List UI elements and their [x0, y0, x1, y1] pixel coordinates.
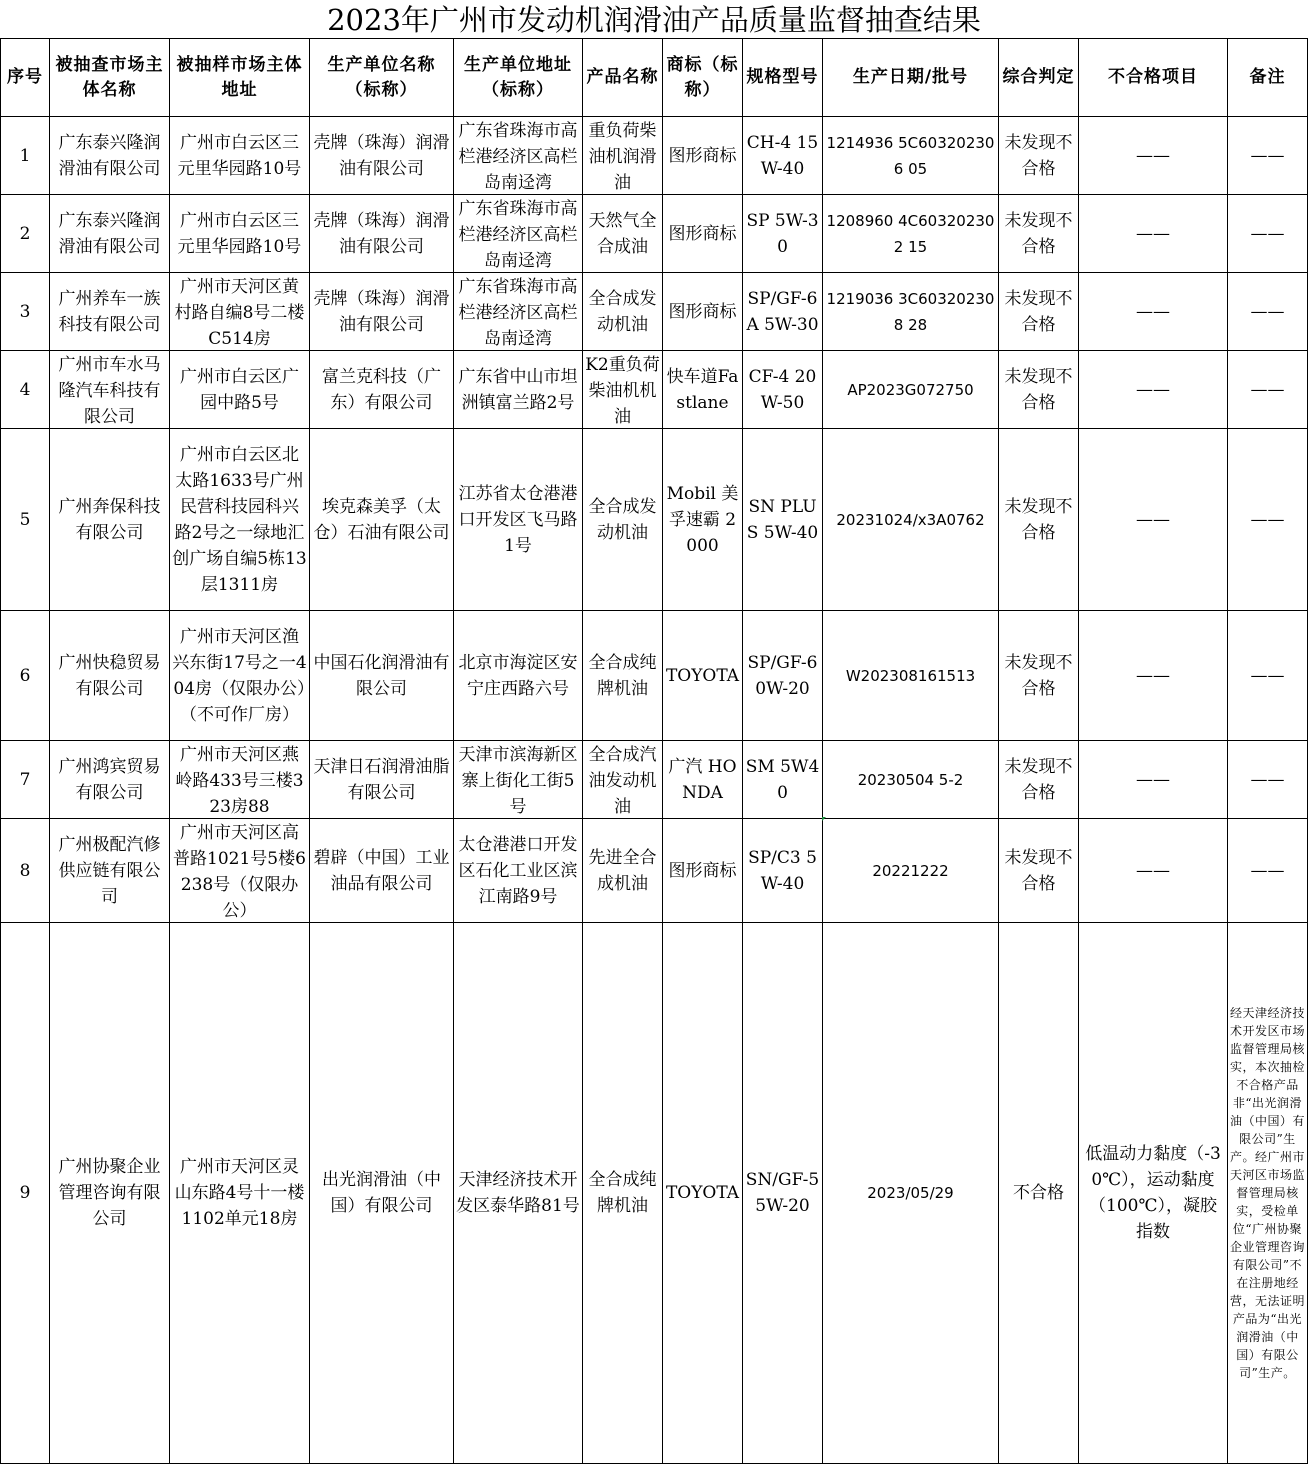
manufacturer: 壳牌（珠海）润滑油有限公司	[313, 132, 450, 179]
subject-address-cell	[170, 611, 310, 741]
remark-cell	[1228, 741, 1308, 819]
manufacturer-address-cell	[454, 611, 583, 741]
product-name-cell	[583, 611, 663, 741]
specification: SN/GF-5 5W-20	[745, 1170, 820, 1216]
batch-number: W202308161513	[845, 666, 976, 685]
verdict-cell	[999, 611, 1079, 741]
inspected-subject: 广东泰兴隆润滑油有限公司	[58, 132, 161, 179]
row-number: 9	[19, 1183, 31, 1203]
verdict: 未发现不合格	[1004, 288, 1073, 335]
remark: ——	[1250, 223, 1285, 244]
header-cell: 综合判定	[999, 39, 1079, 117]
failed-items: ——	[1136, 665, 1170, 686]
batch-number-cell	[823, 741, 999, 819]
batch-number: AP2023G072750	[847, 380, 974, 399]
remark: ——	[1250, 665, 1285, 686]
brand-cell	[663, 195, 743, 273]
inspected-subject: 广东泰兴隆润滑油有限公司	[58, 210, 161, 257]
table-row	[1, 351, 1308, 429]
batch-number: 1208960 4C603202302 15	[826, 211, 995, 256]
inspected-subject-cell	[50, 273, 170, 351]
manufacturer-address-cell	[454, 273, 583, 351]
manufacturer-cell	[310, 741, 454, 819]
manufacturer-address: 广东省珠海市高栏港经济区高栏岛南迳湾	[458, 120, 578, 193]
row-number-cell	[1, 923, 50, 1464]
subject-address: 广州市天河区渔兴东街17号之一404房（仅限办公）（不可作厂房）	[172, 626, 307, 725]
row-number-cell	[1, 429, 50, 611]
specification-cell	[743, 273, 823, 351]
remark-cell	[1228, 611, 1308, 741]
verdict-cell	[999, 819, 1079, 923]
inspected-subject: 广州协聚企业管理咨询有限公司	[58, 1157, 161, 1229]
manufacturer-cell	[310, 351, 454, 429]
specification-cell	[743, 429, 823, 611]
product-name-cell	[583, 429, 663, 611]
manufacturer-address: 天津经济技术开发区泰华路81号	[456, 1170, 580, 1216]
inspected-subject-cell	[50, 351, 170, 429]
verdict-cell	[999, 351, 1079, 429]
verdict-cell	[999, 273, 1079, 351]
remark-cell	[1228, 429, 1308, 611]
failed-items-cell	[1079, 195, 1228, 273]
remark-cell	[1228, 923, 1308, 1464]
manufacturer-cell	[310, 611, 454, 741]
subject-address: 广州市天河区燕岭路433号三楼323房88	[175, 744, 304, 817]
batch-number-cell	[823, 429, 999, 611]
verdict: 未发现不合格	[1004, 652, 1073, 699]
batch-number: 20230504 5-2	[857, 770, 964, 789]
header-cell: 不合格项目	[1079, 39, 1228, 117]
failed-items: ——	[1136, 509, 1170, 530]
table-row	[1, 273, 1308, 351]
brand-cell	[663, 819, 743, 923]
remark: 经天津经济技术开发区市场监督管理局核实，本次抽检不合格产品非“出光润滑油（中国）有限公司”生产。经广州市天河区市场监督管理局核实，受检单位“广州协聚企业管理咨询有限公司”不在注册地经营，无法证明产品为“出光润滑油（中国）有限公司”生产。	[1229, 1006, 1305, 1380]
row-number: 4	[19, 379, 31, 400]
manufacturer-cell	[310, 923, 454, 1464]
product-name: 全合成汽油发动机油	[588, 744, 657, 817]
header-cell: 商标（标称）	[663, 39, 743, 117]
remark: ——	[1250, 860, 1285, 881]
verdict: 未发现不合格	[1004, 210, 1073, 257]
row-number: 2	[19, 223, 31, 244]
failed-items-cell	[1079, 351, 1228, 429]
specification: SP/GF-6A 5W-30	[746, 288, 819, 335]
inspected-subject-cell	[50, 819, 170, 923]
verdict-cell	[999, 923, 1079, 1464]
product-name-cell	[583, 195, 663, 273]
row-number: 6	[19, 665, 31, 686]
remark: ——	[1250, 145, 1285, 166]
product-name-cell	[583, 819, 663, 923]
row-number-cell	[1, 351, 50, 429]
product-name-cell	[583, 117, 663, 195]
specification-cell	[743, 741, 823, 819]
table-row	[1, 429, 1308, 611]
manufacturer-address-cell	[454, 923, 583, 1464]
brand: 图形商标	[668, 223, 737, 244]
remark-cell	[1228, 351, 1308, 429]
manufacturer-address-cell	[454, 117, 583, 195]
remark-cell	[1228, 273, 1308, 351]
brand: 广汽 HONDA	[668, 756, 737, 803]
header-cell: 备注	[1228, 39, 1308, 117]
brand: TOYOTA	[665, 665, 740, 686]
batch-number-cell	[823, 819, 999, 923]
brand: TOYOTA	[665, 1183, 740, 1203]
failed-items-cell	[1079, 611, 1228, 741]
row-number: 8	[19, 860, 31, 881]
batch-number-cell	[823, 195, 999, 273]
manufacturer: 出光润滑油（中国）有限公司	[322, 1170, 441, 1216]
batch-number: 20221222	[872, 861, 949, 880]
inspected-subject-cell	[50, 741, 170, 819]
specification-cell	[743, 923, 823, 1464]
manufacturer-address-cell	[454, 351, 583, 429]
row-number-cell	[1, 819, 50, 923]
product-name: 先进全合成机油	[588, 847, 657, 894]
verdict: 未发现不合格	[1004, 756, 1073, 803]
inspected-subject-cell	[50, 117, 170, 195]
inspected-subject-cell	[50, 429, 170, 611]
specification: SP/C3 5W-40	[748, 847, 817, 894]
remark-cell	[1228, 819, 1308, 923]
subject-address: 广州市天河区灵山东路4号十一楼1102单元18房	[174, 1157, 305, 1229]
specification: SN PLUS 5W-40	[746, 496, 819, 543]
subject-address: 广州市白云区三元里华园路10号	[177, 210, 302, 257]
batch-number: 2023/05/29	[867, 1184, 954, 1202]
row-number-cell	[1, 273, 50, 351]
subject-address-cell	[170, 741, 310, 819]
subject-address-cell	[170, 117, 310, 195]
header-cell: 产品名称	[583, 39, 663, 117]
brand-cell	[663, 923, 743, 1464]
verdict-cell	[999, 741, 1079, 819]
product-name: 重负荷柴油机润滑油	[588, 120, 657, 193]
brand: Mobil 美孚速霸 2000	[666, 483, 739, 556]
table-row	[1, 923, 1308, 1464]
specification-cell	[743, 195, 823, 273]
batch-number-cell	[823, 351, 999, 429]
row-number: 1	[19, 145, 31, 166]
inspected-subject: 广州快稳贸易有限公司	[58, 652, 161, 699]
failed-items-cell	[1079, 741, 1228, 819]
manufacturer: 天津日石润滑油脂有限公司	[313, 756, 450, 803]
verdict-cell	[999, 429, 1079, 611]
inspected-subject: 广州极配汽修供应链有限公司	[58, 834, 161, 907]
remark: ——	[1250, 379, 1285, 400]
verdict: 未发现不合格	[1004, 132, 1073, 179]
manufacturer: 壳牌（珠海）润滑油有限公司	[313, 210, 450, 257]
table-row	[1, 195, 1308, 273]
remark: ——	[1250, 509, 1285, 530]
subject-address-cell	[170, 819, 310, 923]
failed-items: ——	[1136, 301, 1170, 322]
inspected-subject: 广州鸿宾贸易有限公司	[58, 756, 161, 803]
failed-items-cell	[1079, 923, 1228, 1464]
product-name: 全合成纯牌机油	[588, 1170, 657, 1216]
manufacturer-address-cell	[454, 195, 583, 273]
inspected-subject-cell	[50, 195, 170, 273]
failed-items: ——	[1136, 379, 1170, 400]
inspected-subject: 广州养车一族科技有限公司	[58, 288, 161, 335]
subject-address: 广州市白云区北太路1633号广州民营科技园科兴路2号之一绿地汇创广场自编5栋13层1311房	[172, 444, 307, 595]
brand: 快车道Fastlane	[666, 366, 739, 413]
row-number-cell	[1, 611, 50, 741]
specification-cell	[743, 819, 823, 923]
failed-items-cell	[1079, 273, 1228, 351]
row-number: 3	[19, 301, 31, 322]
inspected-subject-cell	[50, 923, 170, 1464]
header-cell: 生产日期/批号	[823, 39, 999, 117]
subject-address: 广州市天河区高普路1021号5楼6238号（仅限办公）	[173, 822, 306, 921]
specification-cell	[743, 611, 823, 741]
brand: 图形商标	[668, 860, 737, 881]
failed-items: ——	[1136, 145, 1170, 166]
manufacturer: 碧辟（中国）工业油品有限公司	[313, 847, 450, 894]
batch-number-cell	[823, 117, 999, 195]
manufacturer-address: 广东省珠海市高栏港经济区高栏岛南迳湾	[458, 276, 578, 349]
table-row	[1, 117, 1308, 195]
verdict-cell	[999, 195, 1079, 273]
specification-cell	[743, 351, 823, 429]
subject-address: 广州市白云区三元里华园路10号	[177, 132, 302, 179]
batch-number-cell	[823, 273, 999, 351]
verdict: 不合格	[1013, 1183, 1064, 1203]
page-title: 2023年广州市发动机润滑油产品质量监督抽查结果	[327, 3, 981, 37]
manufacturer: 中国石化润滑油有限公司	[313, 652, 450, 699]
verdict: 未发现不合格	[1004, 366, 1073, 413]
subject-address: 广州市白云区广园中路5号	[180, 366, 299, 413]
verdict: 未发现不合格	[1004, 847, 1073, 894]
cell-comment-marker	[822, 817, 826, 821]
header-cell: 被抽查市场主体名称	[50, 39, 170, 117]
manufacturer: 富兰克科技（广东）有限公司	[322, 366, 441, 413]
subject-address-cell	[170, 429, 310, 611]
product-name: K2重负荷柴油机机油	[585, 354, 660, 427]
table-row	[1, 819, 1308, 923]
remark: ——	[1250, 301, 1285, 322]
header-cell: 被抽样市场主体地址	[170, 39, 310, 117]
verdict-cell	[999, 117, 1079, 195]
product-name-cell	[583, 351, 663, 429]
subject-address-cell	[170, 351, 310, 429]
subject-address-cell	[170, 195, 310, 273]
failed-items: ——	[1136, 223, 1170, 244]
remark-cell	[1228, 117, 1308, 195]
specification: SP 5W-30	[746, 210, 819, 257]
subject-address: 广州市天河区黄村路自编8号二楼C514房	[174, 276, 305, 349]
row-number-cell	[1, 117, 50, 195]
product-name: 全合成纯牌机油	[588, 652, 657, 699]
subject-address-cell	[170, 273, 310, 351]
failed-items: ——	[1136, 860, 1170, 881]
specification: CF-4 20W-50	[748, 366, 817, 413]
product-name-cell	[583, 273, 663, 351]
row-number-cell	[1, 195, 50, 273]
inspected-subject: 广州市车水马隆汽车科技有限公司	[58, 354, 161, 427]
manufacturer-address-cell	[454, 741, 583, 819]
row-number: 7	[19, 769, 31, 790]
batch-number-cell	[823, 611, 999, 741]
brand: 图形商标	[668, 301, 737, 322]
failed-items-cell	[1079, 117, 1228, 195]
batch-number: 1214936 5C603202306 05	[826, 133, 995, 178]
results-table	[0, 38, 1308, 1464]
specification: SP/GF-6 0W-20	[747, 652, 818, 699]
manufacturer-cell	[310, 819, 454, 923]
inspected-subject-cell	[50, 611, 170, 741]
manufacturer-address: 江苏省太仓港港口开发区飞马路1号	[458, 483, 578, 556]
manufacturer-cell	[310, 117, 454, 195]
table-row	[1, 741, 1308, 819]
batch-number: 1219036 3C603202308 28	[826, 289, 995, 334]
brand-cell	[663, 429, 743, 611]
row-number: 5	[19, 509, 31, 530]
header-cell: 规格型号	[743, 39, 823, 117]
row-number-cell	[1, 741, 50, 819]
header-cell: 生产单位地址（标称）	[454, 39, 583, 117]
header-row	[1, 39, 1308, 117]
manufacturer-address-cell	[454, 819, 583, 923]
product-name-cell	[583, 741, 663, 819]
batch-number: 20231024/x3A0762	[836, 510, 985, 529]
product-name-cell	[583, 923, 663, 1464]
header-cell: 生产单位名称（标称）	[310, 39, 454, 117]
product-name: 天然气全合成油	[588, 210, 657, 257]
brand-cell	[663, 117, 743, 195]
brand-cell	[663, 351, 743, 429]
manufacturer-address-cell	[454, 429, 583, 611]
verdict: 未发现不合格	[1004, 496, 1073, 543]
remark: ——	[1250, 769, 1285, 790]
brand-cell	[663, 273, 743, 351]
specification-cell	[743, 117, 823, 195]
table-row	[1, 611, 1308, 741]
specification: CH-4 15W-40	[746, 132, 819, 179]
subject-address-cell	[170, 923, 310, 1464]
header-cell: 序号	[1, 39, 50, 117]
specification: SM 5W40	[745, 756, 820, 803]
failed-items: 低温动力黏度（-30℃），运动黏度（100℃），凝胶指数	[1085, 1144, 1221, 1242]
manufacturer: 壳牌（珠海）润滑油有限公司	[313, 288, 450, 335]
manufacturer-address: 太仓港港口开发区石化工业区滨江南路9号	[458, 834, 578, 907]
brand-cell	[663, 611, 743, 741]
manufacturer-address: 北京市海淀区安宁庄西路六号	[458, 652, 578, 699]
failed-items: ——	[1136, 769, 1170, 790]
remark-cell	[1228, 195, 1308, 273]
brand: 图形商标	[668, 145, 737, 166]
brand-cell	[663, 741, 743, 819]
failed-items-cell	[1079, 429, 1228, 611]
product-name: 全合成发动机油	[588, 496, 657, 543]
manufacturer-address: 广东省中山市坦洲镇富兰路2号	[458, 366, 578, 413]
manufacturer-cell	[310, 429, 454, 611]
manufacturer-cell	[310, 195, 454, 273]
failed-items-cell	[1079, 819, 1228, 923]
manufacturer: 埃克森美孚（太仓）石油有限公司	[313, 496, 450, 543]
batch-number-cell	[823, 923, 999, 1464]
product-name: 全合成发动机油	[588, 288, 657, 335]
manufacturer-cell	[310, 273, 454, 351]
manufacturer-address: 广东省珠海市高栏港经济区高栏岛南迳湾	[458, 198, 578, 271]
manufacturer-address: 天津市滨海新区寨上街化工街5号	[458, 744, 578, 817]
inspected-subject: 广州奔保科技有限公司	[58, 496, 161, 543]
